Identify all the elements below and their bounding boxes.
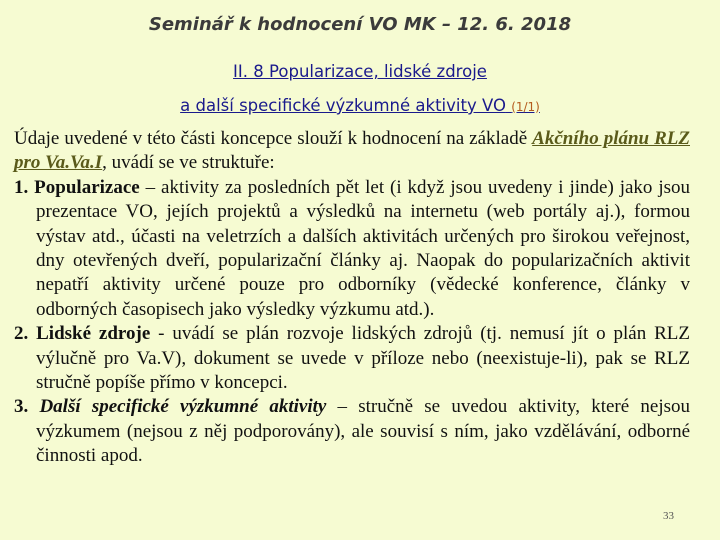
intro-text: Údaje uvedené v této části koncepce slouží k hodnocení na základě bbox=[14, 128, 533, 149]
list-item-popularizace bbox=[14, 176, 690, 322]
item-number: 3. bbox=[14, 396, 29, 418]
section-title-line1: II. 8 Popularizace, lidské zdroje bbox=[233, 62, 487, 81]
item-text: – stručně se uvedou aktivity, které nejsou výzkumem (nejsou z něj podporovány), ale souvisí s ním, jako vzdělávání, odborné činnosti apod. bbox=[36, 396, 690, 467]
action-plan-link[interactable]: Akčního plánu RLZ pro Va.Va.I bbox=[14, 128, 690, 174]
page-number: 33 bbox=[663, 510, 674, 522]
intro-text-end: , uvádí se ve struktuře: bbox=[102, 152, 275, 174]
item-number: 2. bbox=[14, 323, 29, 345]
item-term: Popularizace bbox=[34, 176, 140, 198]
section-title-line2 bbox=[0, 96, 720, 115]
list-item-lidske-zdroje bbox=[14, 322, 690, 395]
intro-paragraph bbox=[14, 127, 690, 176]
item-term: Lidské zdroje bbox=[36, 323, 151, 345]
section-title-count: (1/1) bbox=[511, 100, 540, 114]
list-item-dalsi-aktivity bbox=[14, 395, 690, 468]
content-body bbox=[14, 127, 690, 469]
section-title-line2-text: a další specifické výzkumné aktivity VO bbox=[180, 96, 506, 115]
item-term: Další specifické výzkumné aktivity bbox=[39, 396, 327, 418]
item-number: 1. bbox=[14, 176, 29, 198]
seminar-header: Seminář k hodnocení VO MK – 12. 6. 2018 bbox=[148, 14, 572, 35]
item-text: – aktivity za posledních pět let (i když jsou uvedeny i jinde) jako jsou prezentace VO, jejích projektů a výsledků na internetu (web portály aj.), formou výstav atd., účasti na veletrzích a dalších aktivitách určených pro širokou veřejnost, dny otevřených dveří, popularizační články aj. Naopak do popularizačních aktivit nepatří aktivity určené pouze pro odborníky (vědecké konference, články v odborných časopisech jako výsledky výzkumu atd.). bbox=[36, 176, 691, 320]
item-text: - uvádí se plán rozvoje lidských zdrojů (tj. nemusí jít o plán RLZ výlučně pro Va.V), dokument se uvede v příloze nebo (neexistuje-li), pak se RLZ stručně popíše přímo v koncepci. bbox=[36, 323, 690, 394]
